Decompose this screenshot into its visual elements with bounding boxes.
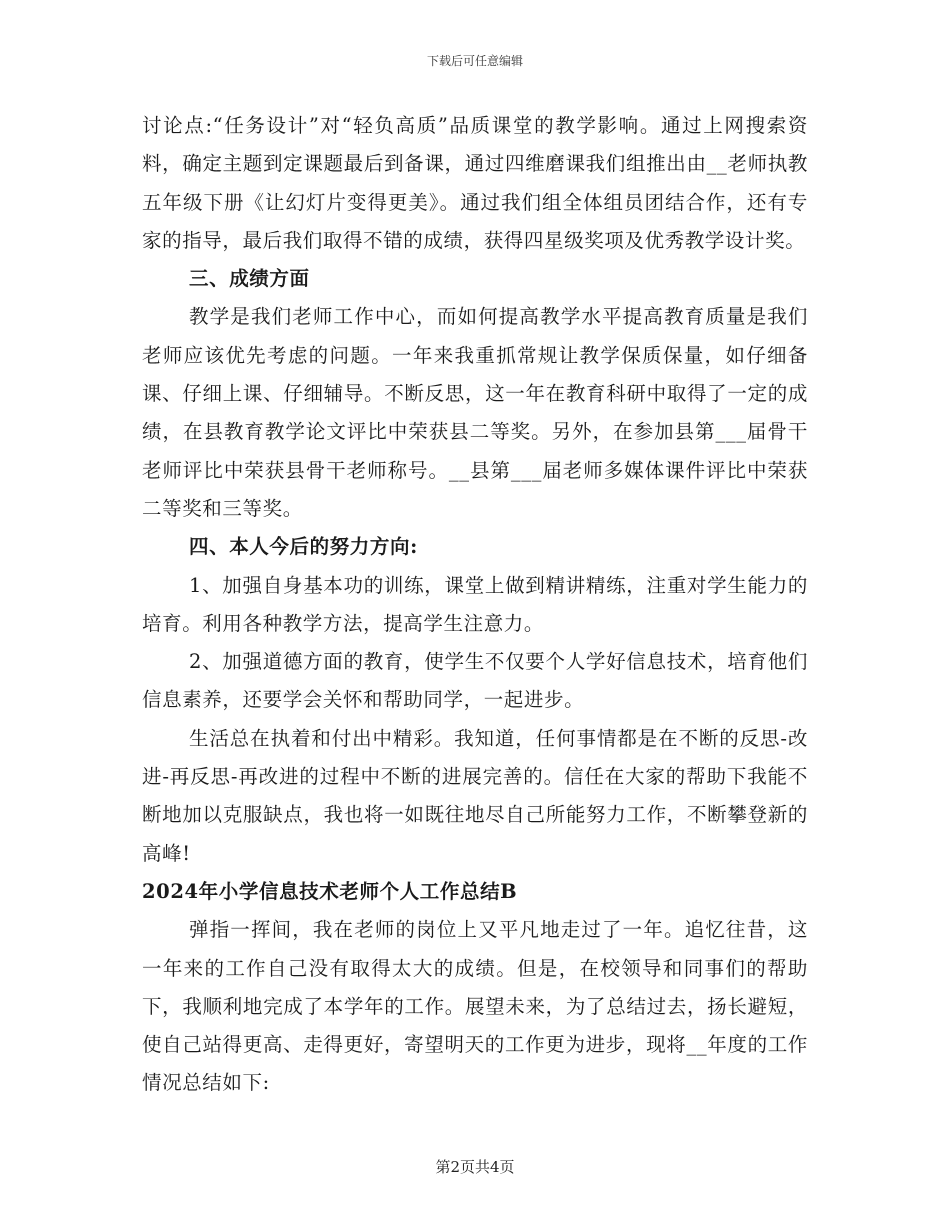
list-item-2: 2、加强道德方面的教育，使学生不仅要个人学好信息技术，培育他们信息素养，还要学会关怀和帮助同学，一起进步。 (142, 650, 808, 712)
page-footer: 第2页共4页 (435, 1158, 515, 1176)
document-body (142, 107, 808, 1103)
list-item-1: 1、加强自身基本功的训练，课堂上做到精讲精练，注重对学生能力的培育。利用各种教学方法，提高学生注意力。 (142, 573, 808, 635)
document-title-b: 2024年小学信息技术老师个人工作总结B (142, 879, 518, 903)
paragraph-achievements: 教学是我们老师工作中心，而如何提高教学水平提高教育质量是我们老师应该优先考虑的问题。一年来我重抓常规让教学保质保量，如仔细备课、仔细上课、仔细辅导。不断反思，这一年在教育科研中取得了一定的成绩，在县教育教学论文评比中荣获县二等奖。另外，在参加县第___届骨干老师评比中荣获县骨干老师称号。__县第___届老师多媒体课件评比中荣获二等奖和三等奖。 (142, 305, 808, 520)
paragraph-conclusion: 生活总在执着和付出中精彩。我知道，任何事情都是在不断的反思-改进-再反思-再改进的过程中不断的进展完善的。信任在大家的帮助下我能不断地加以克服缺点，我也将一如既往地尽自己所能努力工作，不断攀登新的高峰! (142, 726, 808, 865)
section-heading-achievements: 三、成绩方面 (189, 267, 310, 291)
section-heading-future-direction: 四、本人今后的努力方向: (189, 535, 418, 559)
paragraph-intro-b: 弹指一挥间，我在老师的岗位上又平凡地走过了一年。追忆往昔，这一年来的工作自己没有取得太大的成绩。但是，在校领导和同事们的帮助下，我顺利地完成了本学年的工作。展望未来，为了总结过去，扬长避短，使自己站得更高、走得更好，寄望明天的工作更为进步，现将__年度的工作情况总结如下: (142, 918, 808, 1095)
page-header: 下载后可任意编辑 (426, 54, 523, 68)
paragraph-discussion: 讨论点:“任务设计”对“轻负高质”品质课堂的教学影响。通过上网搜索资料，确定主题到定课题最后到备课，通过四维磨课我们组推出由__老师执教五年级下册《让幻灯片变得更美》。通过我们组全体组员团结合作，还有专家的指导，最后我们取得不错的成绩，获得四星级奖项及优秀教学设计奖。 (142, 114, 808, 252)
